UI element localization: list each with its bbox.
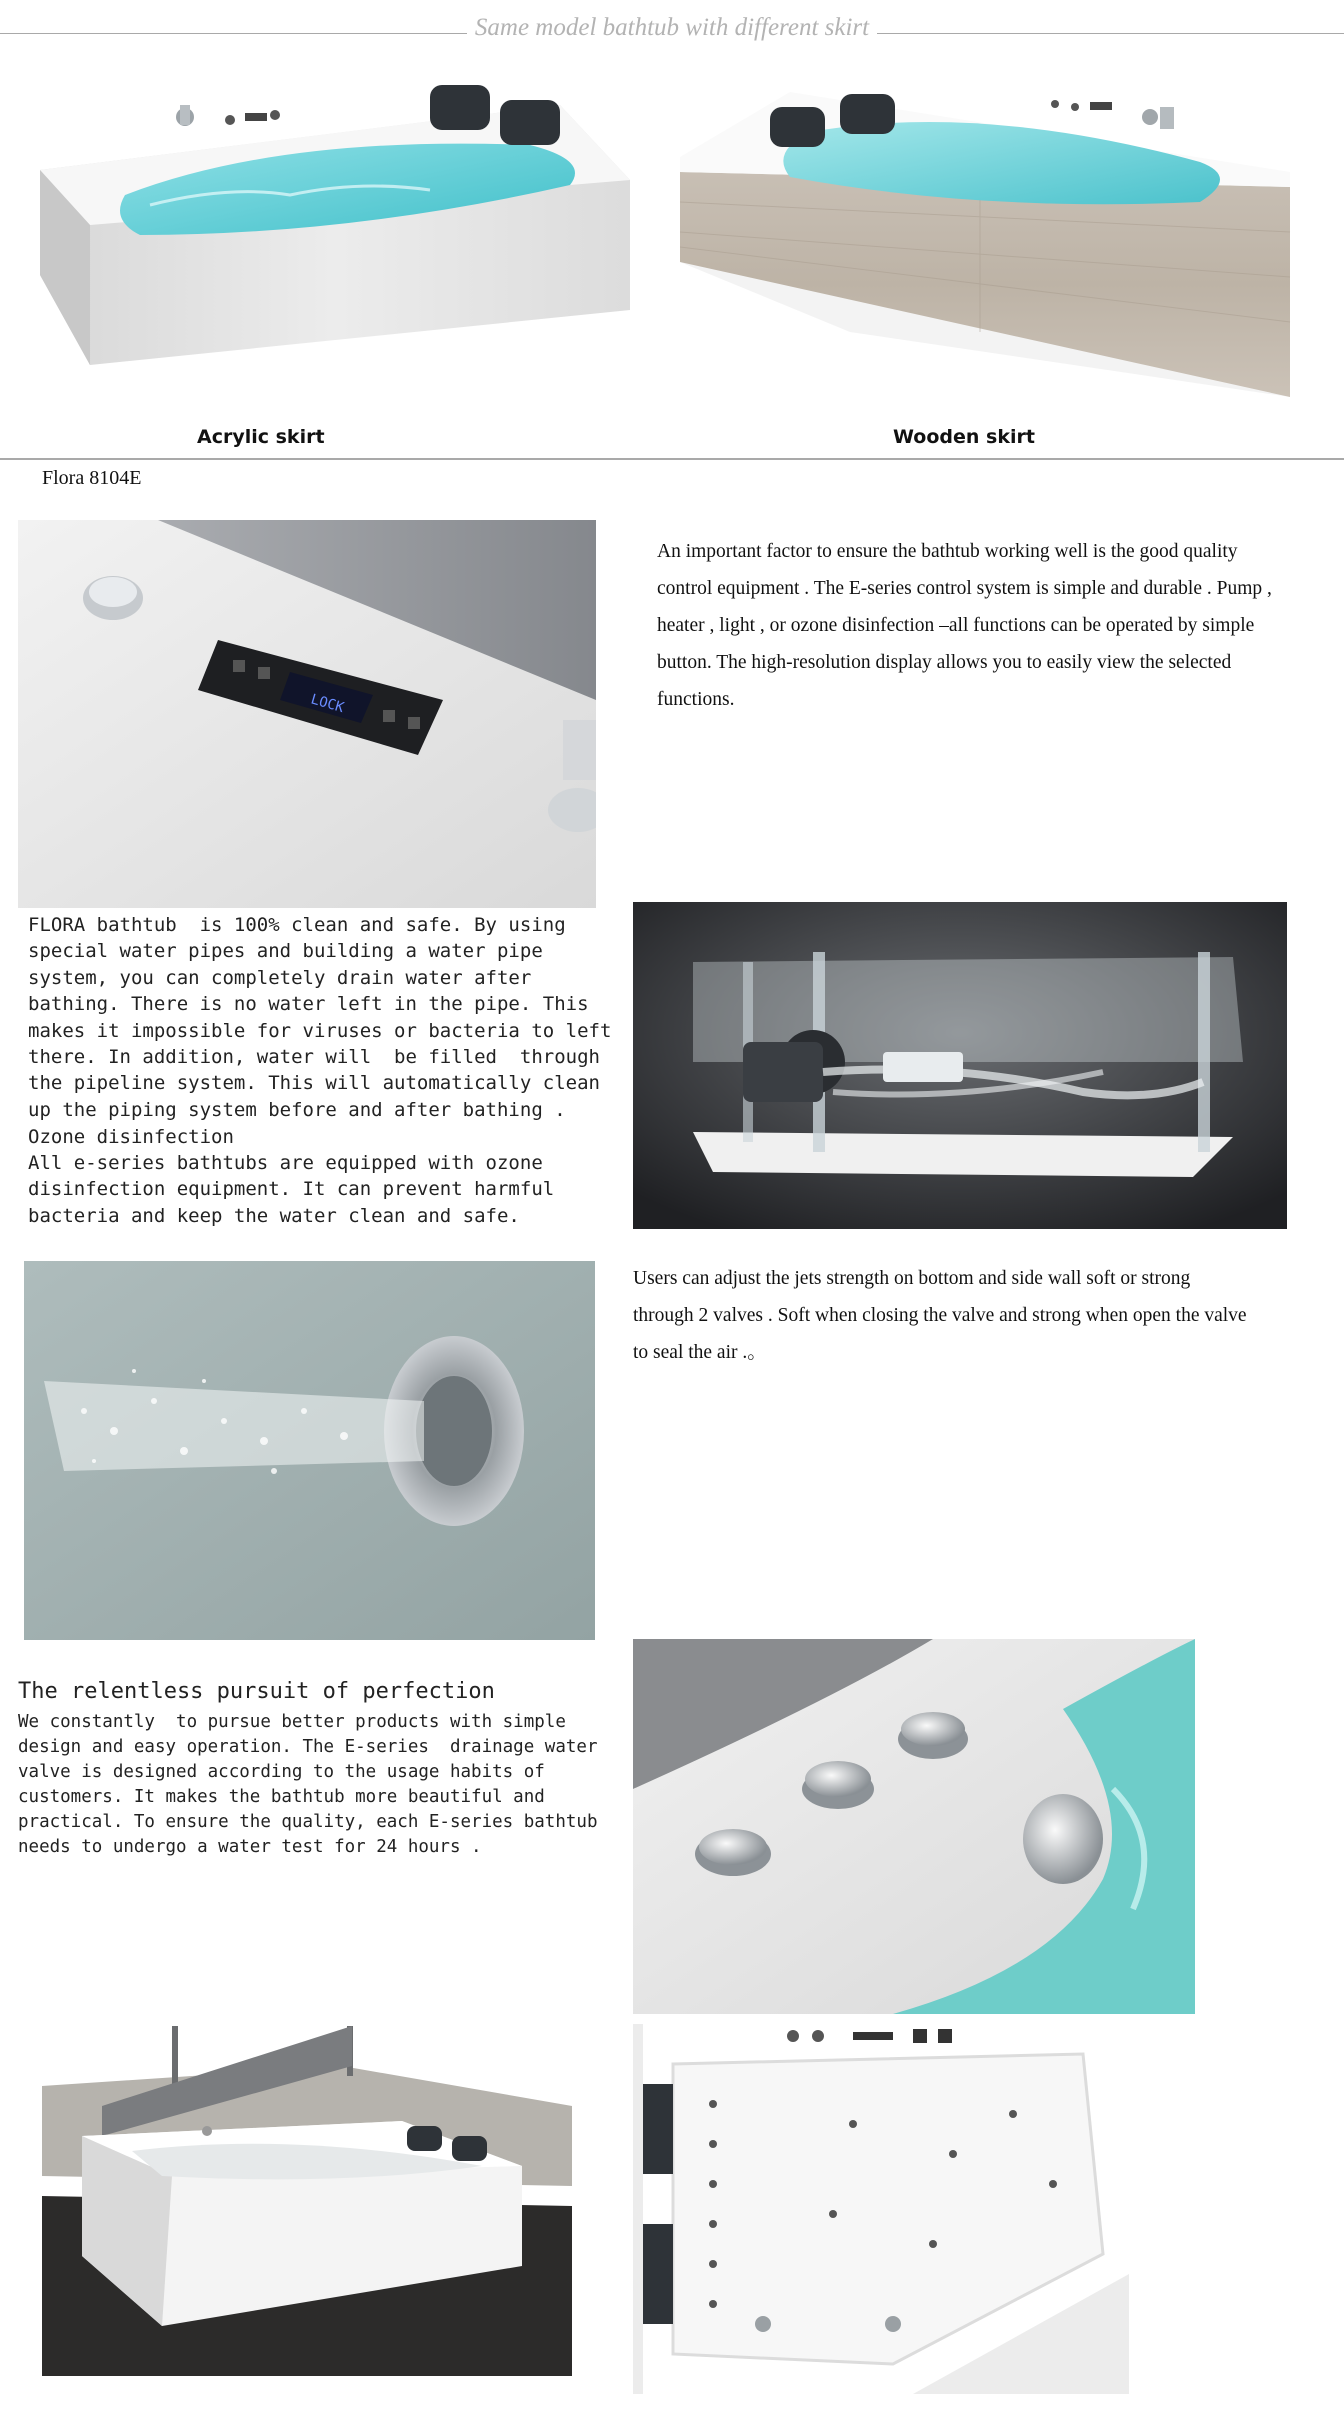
control-panel-image bbox=[18, 520, 596, 908]
section-rule bbox=[0, 458, 1344, 460]
corner-bathtub-image bbox=[42, 2026, 572, 2376]
control-description: An important factor to ensure the bathtub working well is the good quality control equipment . The E-series control system is simple and durable . Pump , heater , light , or ozone disinfection –all functions can be operated by simple button. The high-resolution display allows you to easily view the selected functions. bbox=[657, 541, 1272, 710]
panel-display-text: LOCK bbox=[308, 691, 346, 717]
jets-description: Users can adjust the jets strength on bottom and side wall soft or strong through 2 valves . Soft when closing the valve and strong when open the valve to seal the air .。 bbox=[633, 1268, 1247, 1363]
water-jet-image bbox=[24, 1261, 595, 1640]
acrylic-skirt-caption: Acrylic skirt bbox=[197, 426, 325, 448]
ozone-title: Ozone disinfection bbox=[28, 1126, 234, 1148]
perfection-text: We constantly to pursue better products with simple design and easy operation. The E-series drainage water valve is designed according to the usage habits of customers. It makes the bathtub more beautiful and practical. To ensure the quality, each E-series bathtub needs to undergo a water test for 24 hours . bbox=[18, 1712, 619, 1857]
acrylic-skirt-bathtub-image bbox=[30, 65, 640, 385]
perfection-title: The relentless pursuit of perfection bbox=[18, 1679, 495, 1704]
wooden-skirt-bathtub-image bbox=[680, 62, 1300, 404]
pipe-system-image bbox=[633, 902, 1287, 1229]
bathtub-top-view-image bbox=[633, 2024, 1129, 2394]
wooden-skirt-caption: Wooden skirt bbox=[893, 426, 1035, 448]
hygiene-paragraph: FLORA bathtub is 100% clean and safe. By using special water pipes and building a water pipe system, you can completely drain water after bathing. There is no water left in the pipe. This makes it impossible for viruses or bacteria to left there. In addition, water will be filled through the pipeline system. This will automatically clean up the piping system before and after bathing . bbox=[28, 914, 623, 1121]
header-title: Same model bathtub with different skirt bbox=[0, 14, 1344, 42]
drain-valves-image bbox=[633, 1639, 1195, 2014]
model-name: Flora 8104E bbox=[42, 467, 142, 489]
ozone-text: All e-series bathtubs are equipped with ozone disinfection equipment. It can prevent harmful bacteria and keep the water clean and safe. bbox=[28, 1152, 566, 1227]
